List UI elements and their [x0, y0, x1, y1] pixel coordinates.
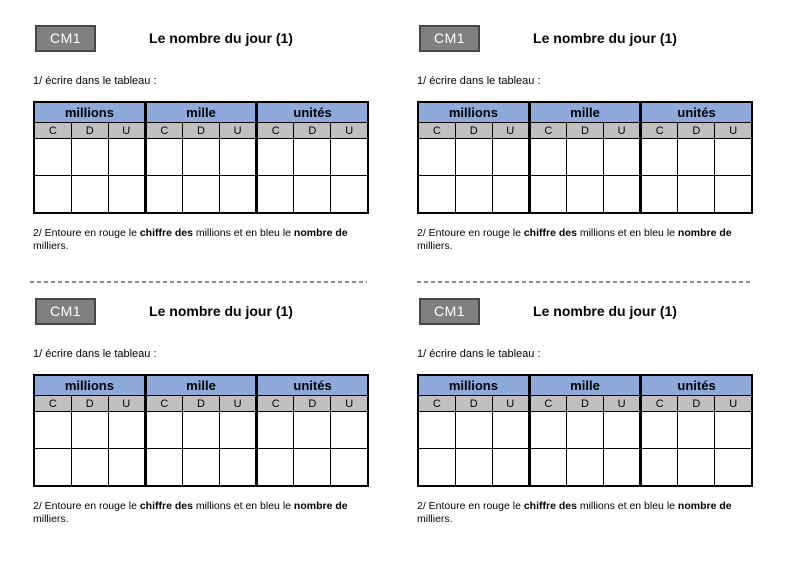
- instruction-2: [417, 227, 753, 253]
- subheader-d: D: [678, 396, 715, 412]
- answer-cell: [604, 139, 641, 176]
- worksheet-title: Le nombre du jour (1): [533, 30, 677, 46]
- subheader-d: D: [71, 396, 108, 412]
- answer-cell: [182, 412, 219, 449]
- answer-cell: [257, 139, 294, 176]
- subheader-c: C: [529, 396, 566, 412]
- instruction-2-bold-nombre-de: nombre de: [293, 227, 348, 239]
- instruction-2-text: 2/ Entoure en rouge le: [33, 227, 140, 239]
- answer-cell: [418, 449, 455, 487]
- group-header-millions: millions: [34, 102, 145, 123]
- card-header: [33, 25, 369, 52]
- answer-cell: [331, 449, 368, 487]
- answer-cell: [641, 449, 678, 487]
- answer-cell: [641, 176, 678, 214]
- instruction-2-bold-nombre-de: nombre de: [677, 227, 732, 239]
- answer-cell: [604, 449, 641, 487]
- answer-cell: [678, 449, 715, 487]
- instruction-2-bold-nombre-de: nombre de: [293, 500, 348, 512]
- answer-cell: [108, 139, 145, 176]
- group-header-millions: millions: [418, 102, 529, 123]
- subheader-c: C: [641, 396, 678, 412]
- subheader-c: C: [145, 123, 182, 139]
- subheader-c: C: [34, 396, 71, 412]
- instruction-2-bold-chiffre-des: chiffre des: [523, 227, 577, 239]
- instruction-2-line2: milliers.: [33, 513, 69, 525]
- instruction-2-line1: [33, 500, 369, 513]
- group-header-row: [418, 375, 752, 396]
- level-badge: CM1: [419, 25, 480, 52]
- answer-cell: [418, 176, 455, 214]
- subheader-u: U: [331, 123, 368, 139]
- answer-cell: [34, 176, 71, 214]
- instruction-2: [33, 500, 369, 526]
- subheader-c: C: [529, 123, 566, 139]
- instruction-1: 1/ écrire dans le tableau :: [33, 348, 157, 360]
- subheader-c: C: [641, 123, 678, 139]
- answer-cell: [529, 412, 566, 449]
- group-header-mille: mille: [529, 102, 640, 123]
- answer-cell: [492, 176, 529, 214]
- answer-row: [34, 139, 368, 176]
- subheader-u: U: [108, 396, 145, 412]
- subheader-u: U: [492, 396, 529, 412]
- answer-cell: [34, 412, 71, 449]
- group-header-row: [34, 102, 368, 123]
- answer-cell: [220, 449, 257, 487]
- answer-cell: [71, 449, 108, 487]
- answer-row: [418, 449, 752, 487]
- subheader-row: [418, 123, 752, 139]
- subheader-row: [34, 396, 368, 412]
- answer-cell: [641, 139, 678, 176]
- answer-row: [34, 412, 368, 449]
- answer-cell: [108, 412, 145, 449]
- subheader-row: [418, 396, 752, 412]
- subheader-d: D: [182, 396, 219, 412]
- instruction-2-bold-nombre-de: nombre de: [677, 500, 732, 512]
- subheader-d: D: [71, 123, 108, 139]
- answer-cell: [145, 412, 182, 449]
- answer-cell: [71, 176, 108, 214]
- instruction-2-line1: [417, 227, 753, 240]
- subheader-u: U: [331, 396, 368, 412]
- answer-cell: [492, 449, 529, 487]
- card-header: [417, 25, 753, 52]
- answer-cell: [220, 176, 257, 214]
- worksheet-card: [417, 25, 753, 253]
- place-value-table: [417, 101, 753, 214]
- answer-row: [418, 139, 752, 176]
- answer-cell: [566, 449, 603, 487]
- instruction-1: 1/ écrire dans le tableau :: [33, 75, 157, 87]
- answer-cell: [678, 412, 715, 449]
- level-badge: CM1: [35, 298, 96, 325]
- answer-cell: [71, 139, 108, 176]
- answer-cell: [294, 176, 331, 214]
- subheader-u: U: [108, 123, 145, 139]
- answer-cell: [678, 176, 715, 214]
- answer-cell: [455, 449, 492, 487]
- answer-cell: [566, 139, 603, 176]
- answer-cell: [108, 449, 145, 487]
- subheader-d: D: [182, 123, 219, 139]
- group-header-millions: millions: [34, 375, 145, 396]
- answer-cell: [257, 449, 294, 487]
- subheader-c: C: [418, 396, 455, 412]
- subheader-d: D: [566, 396, 603, 412]
- group-header-row: [34, 375, 368, 396]
- answer-cell: [34, 139, 71, 176]
- card-header: [33, 298, 369, 325]
- cut-line-right: [417, 281, 750, 283]
- instruction-2-text: 2/ Entoure en rouge le: [417, 500, 524, 512]
- answer-cell: [529, 176, 566, 214]
- cut-line-left: [30, 281, 367, 283]
- answer-cell: [455, 139, 492, 176]
- subheader-c: C: [257, 396, 294, 412]
- answer-cell: [294, 449, 331, 487]
- worksheet-card: [417, 298, 753, 526]
- answer-cell: [715, 449, 752, 487]
- place-value-table: [33, 101, 369, 214]
- answer-cell: [220, 139, 257, 176]
- subheader-u: U: [604, 123, 641, 139]
- instruction-1: 1/ écrire dans le tableau :: [417, 75, 541, 87]
- answer-cell: [418, 139, 455, 176]
- subheader-c: C: [418, 123, 455, 139]
- subheader-c: C: [34, 123, 71, 139]
- group-header-unites: unités: [257, 102, 368, 123]
- answer-cell: [492, 139, 529, 176]
- worksheet-title: Le nombre du jour (1): [149, 303, 293, 319]
- answer-row: [34, 176, 368, 214]
- answer-cell: [641, 412, 678, 449]
- instruction-2-text: millions et en bleu le: [576, 500, 678, 512]
- answer-cell: [715, 176, 752, 214]
- instruction-2-bold-chiffre-des: chiffre des: [523, 500, 577, 512]
- group-header-mille: mille: [145, 102, 256, 123]
- instruction-2-text: millions et en bleu le: [192, 500, 294, 512]
- answer-cell: [182, 139, 219, 176]
- answer-cell: [455, 412, 492, 449]
- group-header-mille: mille: [145, 375, 256, 396]
- instruction-2-text: millions et en bleu le: [192, 227, 294, 239]
- subheader-d: D: [294, 396, 331, 412]
- subheader-u: U: [715, 396, 752, 412]
- answer-cell: [529, 449, 566, 487]
- answer-cell: [182, 449, 219, 487]
- answer-cell: [71, 412, 108, 449]
- instruction-2-text: millions et en bleu le: [576, 227, 678, 239]
- group-header-unites: unités: [641, 375, 752, 396]
- worksheet-title: Le nombre du jour (1): [149, 30, 293, 46]
- answer-cell: [331, 139, 368, 176]
- answer-cell: [331, 412, 368, 449]
- answer-cell: [529, 139, 566, 176]
- answer-cell: [678, 139, 715, 176]
- answer-cell: [145, 449, 182, 487]
- answer-cell: [566, 412, 603, 449]
- instruction-2-line1: [417, 500, 753, 513]
- place-value-table: [417, 374, 753, 487]
- level-badge: CM1: [419, 298, 480, 325]
- answer-row: [34, 449, 368, 487]
- subheader-c: C: [257, 123, 294, 139]
- worksheet-card: [33, 25, 369, 253]
- subheader-u: U: [220, 396, 257, 412]
- answer-cell: [34, 449, 71, 487]
- answer-cell: [604, 176, 641, 214]
- instruction-2-line2: milliers.: [417, 240, 453, 252]
- answer-cell: [257, 176, 294, 214]
- group-header-row: [418, 102, 752, 123]
- instruction-2: [33, 227, 369, 253]
- worksheet-title: Le nombre du jour (1): [533, 303, 677, 319]
- instruction-1: 1/ écrire dans le tableau :: [417, 348, 541, 360]
- answer-cell: [145, 176, 182, 214]
- instruction-2-text: 2/ Entoure en rouge le: [417, 227, 524, 239]
- answer-cell: [145, 139, 182, 176]
- group-header-mille: mille: [529, 375, 640, 396]
- answer-cell: [220, 412, 257, 449]
- answer-cell: [331, 176, 368, 214]
- group-header-unites: unités: [641, 102, 752, 123]
- group-header-millions: millions: [418, 375, 529, 396]
- subheader-row: [34, 123, 368, 139]
- answer-cell: [492, 412, 529, 449]
- instruction-2-line2: milliers.: [33, 240, 69, 252]
- subheader-u: U: [715, 123, 752, 139]
- card-header: [417, 298, 753, 325]
- instruction-2-bold-chiffre-des: chiffre des: [139, 500, 193, 512]
- subheader-d: D: [678, 123, 715, 139]
- instruction-2-text: 2/ Entoure en rouge le: [33, 500, 140, 512]
- answer-cell: [257, 412, 294, 449]
- level-badge: CM1: [35, 25, 96, 52]
- worksheet-card: [33, 298, 369, 526]
- instruction-2-bold-chiffre-des: chiffre des: [139, 227, 193, 239]
- place-value-table: [33, 374, 369, 487]
- answer-cell: [604, 412, 641, 449]
- answer-cell: [455, 176, 492, 214]
- answer-cell: [715, 139, 752, 176]
- answer-cell: [294, 139, 331, 176]
- group-header-unites: unités: [257, 375, 368, 396]
- answer-cell: [182, 176, 219, 214]
- answer-cell: [566, 176, 603, 214]
- subheader-u: U: [492, 123, 529, 139]
- subheader-d: D: [294, 123, 331, 139]
- subheader-u: U: [220, 123, 257, 139]
- answer-cell: [294, 412, 331, 449]
- subheader-c: C: [145, 396, 182, 412]
- answer-row: [418, 412, 752, 449]
- instruction-2-line1: [33, 227, 369, 240]
- subheader-d: D: [455, 123, 492, 139]
- answer-cell: [418, 412, 455, 449]
- subheader-d: D: [455, 396, 492, 412]
- instruction-2-line2: milliers.: [417, 513, 453, 525]
- instruction-2: [417, 500, 753, 526]
- answer-row: [418, 176, 752, 214]
- subheader-d: D: [566, 123, 603, 139]
- subheader-u: U: [604, 396, 641, 412]
- answer-cell: [715, 412, 752, 449]
- answer-cell: [108, 176, 145, 214]
